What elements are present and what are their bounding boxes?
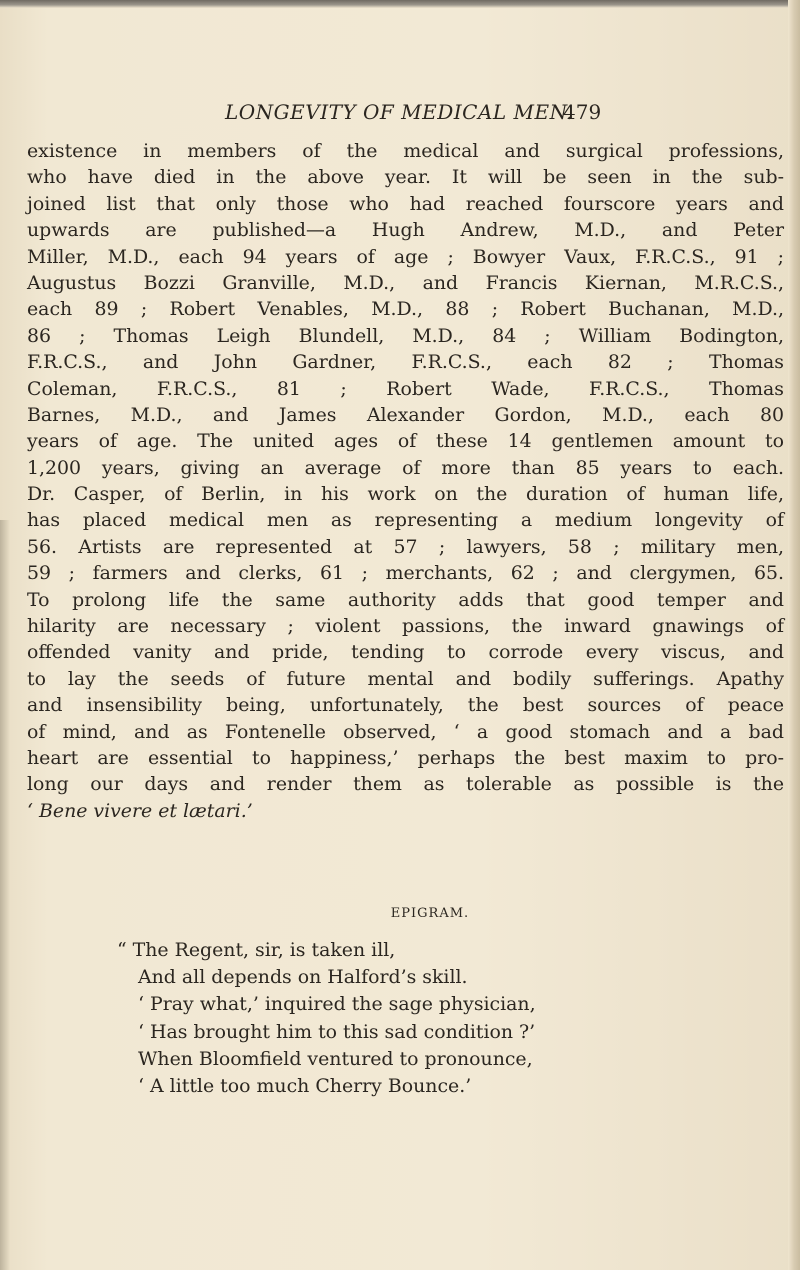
text-line: Miller, M.D., each 94 years of age ; Bowyer Vaux, F.R.C.S., 91 ;: [27, 245, 784, 268]
epigram-verse: [117, 937, 757, 1100]
text-line-quote: ‘ Bene vivere et lætari.’: [27, 799, 253, 822]
text-line: each 89 ; Robert Venables, M.D., 88 ; Robert Buchanan, M.D.,: [27, 298, 784, 321]
text-line: F.R.C.S., and John Gardner, F.R.C.S., each 82 ; Thomas: [27, 351, 784, 374]
text-line: hilarity are necessary ; violent passions, the inward gnawings of: [27, 615, 784, 638]
text-line: 1,200 years, giving an average of more than 85 years to each.: [27, 456, 784, 479]
text-line: 59 ; farmers and clerks, 61 ; merchants, 62 ; and clergymen, 65.: [27, 562, 784, 585]
verse-line: ‘ Has brought him to this sad condition ?’: [138, 1020, 536, 1043]
verse-line: ‘ A little too much Cherry Bounce.’: [138, 1074, 472, 1097]
text-line: of mind, and as Fontenelle observed, ‘ a good stomach and a bad: [27, 720, 784, 743]
verse-line: And all depends on Halford’s skill.: [138, 966, 468, 989]
text-line: heart are essential to happiness,’ perhaps the best maxim to pro-: [27, 746, 784, 769]
verse-line: ‘ Pray what,’ inquired the sage physician,: [138, 993, 536, 1016]
page-number: 479: [563, 100, 602, 124]
text-line: upwards are published—a Hugh Andrew, M.D., and Peter: [27, 219, 784, 242]
text-line: Barnes, M.D., and James Alexander Gordon, M.D., each 80: [27, 403, 784, 426]
text-line: 56. Artists are represented at 57 ; lawyers, 58 ; military men,: [27, 535, 784, 558]
page-left-edge: [0, 520, 10, 1270]
running-title: LONGEVITY OF MEDICAL MEN.: [225, 100, 574, 124]
text-line: joined list that only those who had reached fourscore years and: [27, 192, 784, 215]
page-right-edge: [788, 0, 800, 1270]
text-line: 86 ; Thomas Leigh Blundell, M.D., 84 ; William Bodington,: [27, 324, 784, 347]
epigram-heading-text: EPIGRAM.: [390, 906, 470, 921]
text-line: offended vanity and pride, tending to corrode every viscus, and: [27, 641, 784, 664]
verse-line: When Bloomfield ventured to pronounce,: [138, 1047, 533, 1070]
page-top-shadow: [0, 0, 800, 8]
running-head: [0, 100, 800, 130]
text-line: Coleman, F.R.C.S., 81 ; Robert Wade, F.R.C.S., Thomas: [27, 377, 784, 400]
text-line: existence in members of the medical and surgical professions,: [27, 140, 784, 162]
text-line: long our days and render them as tolerable as possible is the: [27, 773, 784, 796]
text-line: to lay the seeds of future mental and bodily sufferings. Apathy: [27, 667, 784, 690]
text-line: years of age. The united ages of these 14 gentlemen amount to: [27, 430, 784, 453]
text-line: has placed medical men as representing a medium longevity of: [27, 509, 784, 532]
text-line: who have died in the above year. It will be seen in the sub-: [27, 166, 784, 189]
text-line: Augustus Bozzi Granville, M.D., and Francis Kiernan, M.R.C.S.,: [27, 271, 784, 294]
epigram-heading: [0, 906, 800, 921]
text-line: Dr. Casper, of Berlin, in his work on the duration of human life,: [27, 483, 784, 506]
text-line: and insensibility being, unfortunately, the best sources of peace: [27, 694, 784, 717]
body-paragraph: [27, 138, 784, 824]
verse-line: “ The Regent, sir, is taken ill,: [117, 939, 396, 961]
text-line: To prolong life the same authority adds that good temper and: [27, 588, 784, 611]
